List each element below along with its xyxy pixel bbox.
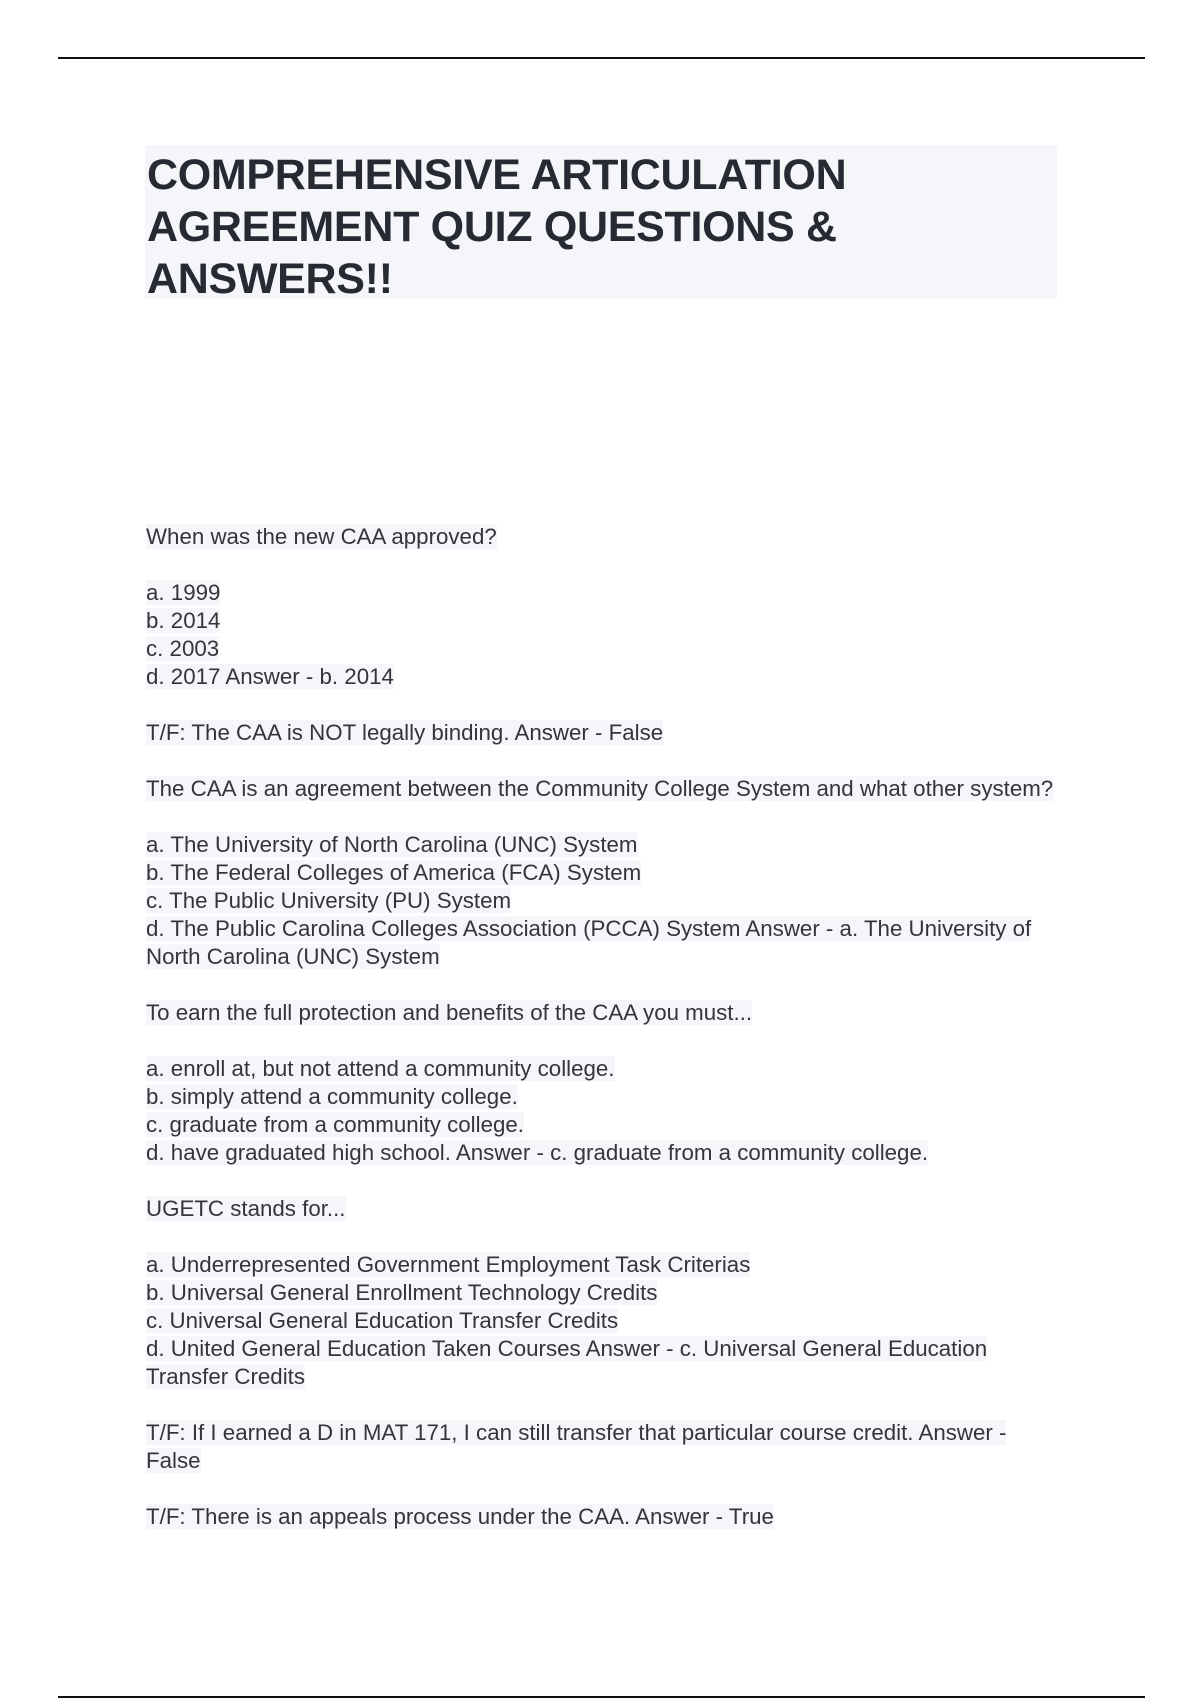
answer-option-text: b. simply attend a community college. <box>146 1084 518 1109</box>
answer-option-text: b. Universal General Enrollment Technology Credits <box>146 1280 658 1305</box>
question-prompt <box>146 775 1058 803</box>
answer-option-text: a. enroll at, but not attend a community college. <box>146 1056 615 1081</box>
answer-option-text: d. The Public Carolina Colleges Association (PCCA) System Answer - a. The University of North Carolina (UNC) System <box>146 916 1032 969</box>
question-prompt <box>146 719 1058 747</box>
answer-option-text: c. graduate from a community college. <box>146 1112 524 1137</box>
answer-option <box>146 1335 1058 1391</box>
answer-option <box>146 887 1058 915</box>
question-text: UGETC stands for... <box>146 1196 346 1221</box>
answer-option-text: b. 2014 <box>146 608 221 633</box>
question-text: T/F: The CAA is NOT legally binding. Answer - False <box>146 720 664 745</box>
question-list <box>146 523 1058 1559</box>
question-text: T/F: There is an appeals process under the CAA. Answer - True <box>146 1504 774 1529</box>
question-text: When was the new CAA approved? <box>146 524 497 549</box>
document-title: COMPREHENSIVE ARTICULATION AGREEMENT QUIZ QUESTIONS & ANSWERS!! <box>147 151 847 303</box>
header-rule <box>58 57 1145 59</box>
answer-option-text: c. The Public University (PU) System <box>146 888 512 913</box>
question-prompt <box>146 1503 1058 1531</box>
answer-option-text: c. 2003 <box>146 636 220 661</box>
answer-option-text: d. have graduated high school. Answer - c. graduate from a community college. <box>146 1140 929 1165</box>
answer-option <box>146 1111 1058 1139</box>
answer-option <box>146 1083 1058 1111</box>
answer-option <box>146 663 1058 691</box>
answer-options <box>146 831 1058 971</box>
answer-options <box>146 579 1058 691</box>
answer-option <box>146 635 1058 663</box>
answer-option-text: d. 2017 Answer - b. 2014 <box>146 664 394 689</box>
answer-option <box>146 1139 1058 1167</box>
question-text: To earn the full protection and benefits of the CAA you must... <box>146 1000 753 1025</box>
answer-option-text: a. 1999 <box>146 580 221 605</box>
answer-options <box>146 1055 1058 1167</box>
question-prompt <box>146 999 1058 1027</box>
answer-option-text: b. The Federal Colleges of America (FCA) System <box>146 860 642 885</box>
title-block <box>145 145 1057 303</box>
answer-option <box>146 831 1058 859</box>
footer-rule <box>58 1696 1145 1698</box>
question-text: T/F: If I earned a D in MAT 171, I can still transfer that particular course credit. Answer - False <box>146 1420 1007 1473</box>
answer-option <box>146 1055 1058 1083</box>
answer-option-text: d. United General Education Taken Courses Answer - c. Universal General Education Transfer Credits <box>146 1336 988 1389</box>
answer-option <box>146 1279 1058 1307</box>
answer-options <box>146 1251 1058 1391</box>
answer-option <box>146 607 1058 635</box>
answer-option-text: a. The University of North Carolina (UNC) System <box>146 832 638 857</box>
answer-option <box>146 579 1058 607</box>
question-prompt <box>146 1195 1058 1223</box>
answer-option-text: c. Universal General Education Transfer Credits <box>146 1308 619 1333</box>
answer-option <box>146 1251 1058 1279</box>
question-text: The CAA is an agreement between the Community College System and what other system? <box>146 776 1054 801</box>
answer-option <box>146 859 1058 887</box>
question-prompt <box>146 1419 1058 1475</box>
answer-option <box>146 915 1058 971</box>
answer-option-text: a. Underrepresented Government Employment Task Criterias <box>146 1252 751 1277</box>
question-prompt <box>146 523 1058 551</box>
answer-option <box>146 1307 1058 1335</box>
